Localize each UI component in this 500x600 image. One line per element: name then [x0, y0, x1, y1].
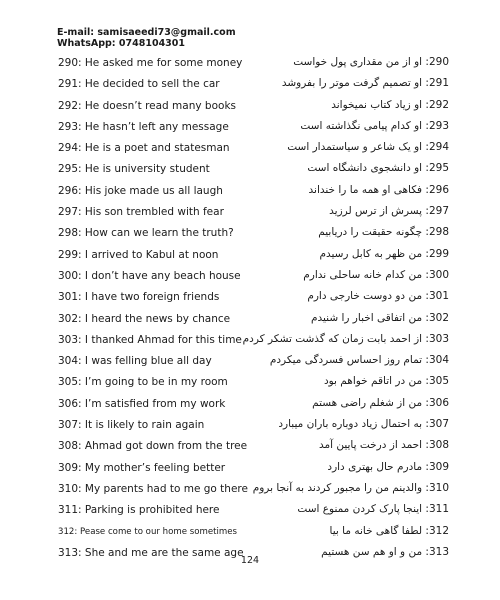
persian-phrase: 313: من و او هم سن هستیم [321, 545, 449, 558]
list-item [0, 223, 500, 244]
persian-phrase: 301: من دو دوست خارجی دارم [307, 290, 449, 303]
list-item [0, 287, 500, 308]
english-phrase: 298: How can we learn the truth? [58, 227, 234, 240]
english-phrase: 309: My mother’s feeling better [58, 461, 226, 474]
persian-phrase: 293: او کدام پیامی نگذاشته است [300, 119, 449, 132]
persian-phrase: 296: فکاهی او همه ما را خنداند [308, 183, 449, 196]
list-item [0, 53, 500, 74]
english-phrase: 299: I arrived to Kabul at noon [58, 248, 219, 261]
persian-phrase: 304: تمام روز احساس فسردگی میکردم [269, 354, 449, 367]
list-item [0, 500, 500, 521]
persian-phrase: 290: او از من مقداری پول خواست [293, 56, 449, 68]
english-phrase: 300: I don’t have any beach house [58, 269, 241, 282]
persian-phrase: 308: احمد از درخت پایین آمد [318, 439, 449, 452]
list-item [0, 74, 500, 95]
list-item [0, 522, 500, 543]
list-item [0, 266, 500, 287]
persian-phrase: 312: لطفا گاهی خانه ما بیا [329, 524, 449, 537]
list-item [0, 479, 500, 500]
english-phrase: 294: He is a poet and statesman [58, 142, 230, 155]
english-phrase: 302: I heard the news by chance [58, 312, 231, 325]
english-phrase: 296: His joke made us all laugh [58, 184, 223, 197]
english-phrase: 313: She and me are the same age [58, 546, 244, 559]
list-item [0, 330, 500, 351]
english-phrase: 295: He is university student [58, 163, 210, 176]
list-item [0, 394, 500, 415]
list-item [0, 415, 500, 436]
list-item [0, 202, 500, 223]
persian-phrase: 310: والدینم من را مجبور کردند به آنجا بروم [252, 481, 449, 494]
list-item [0, 351, 500, 372]
list-item [0, 372, 500, 393]
list-item [0, 458, 500, 479]
list-item [0, 117, 500, 138]
english-phrase: 301: I have two foreign friends [58, 291, 220, 304]
english-phrase: 297: His son trembled with fear [58, 206, 224, 219]
persian-phrase: 311: اینجا پارک کردن ممنوع است [297, 503, 449, 516]
persian-phrase: 297: پسرش از ترس لرزید [329, 205, 449, 218]
persian-phrase: 299: من ظهر به کابل رسیدم [319, 247, 449, 260]
list-item [0, 181, 500, 202]
persian-phrase: 309: مادرم حال بهتری دارد [327, 460, 449, 473]
persian-phrase: 302: من اتفاقی اخبار را شنیدم [311, 311, 449, 324]
english-phrase: 310: My parents had to me go there [58, 482, 248, 495]
persian-phrase: 298: چگونه حقیقت را دریابیم [318, 226, 449, 239]
english-phrase: 308: Ahmad got down from the tree [58, 440, 248, 453]
english-phrase: 291: He decided to sell the car [58, 78, 220, 91]
english-phrase: 307: It is likely to rain again [58, 419, 205, 432]
list-item [0, 245, 500, 266]
english-phrase: 306: I’m satisfied from my work [58, 397, 226, 410]
english-phrase: 311: Parking is prohibited here [58, 504, 220, 517]
english-phrase: 312: Pease come to our home sometimes [58, 526, 238, 537]
persian-phrase: 295: او دانشجوی دانشگاه است [307, 162, 449, 175]
email-line: E-mail: samisaeedi73@gmail.com [57, 27, 236, 38]
persian-phrase: 303: از احمد بابت زمان که گذشت تشکر کردم [242, 332, 449, 345]
page-number: 124 [240, 555, 260, 566]
list-item [0, 96, 500, 117]
contact-header [57, 27, 236, 49]
english-phrase: 293: He hasn’t left any message [58, 120, 229, 133]
persian-phrase: 306: من از شغلم راضی هستم [312, 396, 449, 409]
list-item [0, 159, 500, 180]
persian-phrase: 307: به احتمال زیاد دوباره باران میبارد [278, 418, 449, 431]
persian-phrase: 294: او یک شاعر و سیاستمدار است [287, 141, 449, 154]
persian-phrase: 291: او تصمیم گرفت موتر را بفروشد [281, 77, 449, 90]
english-phrase: 303: I thanked Ahmad for this time [58, 333, 242, 346]
whatsapp-line: WhatsApp: 0748104301 [57, 38, 186, 49]
english-phrase: 292: He doesn’t read many books [58, 99, 236, 112]
list-item [0, 138, 500, 159]
list-item [0, 436, 500, 457]
phrase-list [0, 53, 500, 564]
list-item [0, 309, 500, 330]
english-phrase: 305: I’m going to be in my room [58, 376, 228, 389]
persian-phrase: 292: او زیاد کتاب نمیخواند [331, 98, 449, 111]
persian-phrase: 305: من در اتاقم خواهم بود [323, 375, 449, 388]
persian-phrase: 300: من کدام خانه ساحلی ندارم [303, 268, 449, 281]
english-phrase: 304: I was felling blue all day [58, 355, 212, 368]
english-phrase: 290: He asked me for some money [58, 57, 243, 69]
